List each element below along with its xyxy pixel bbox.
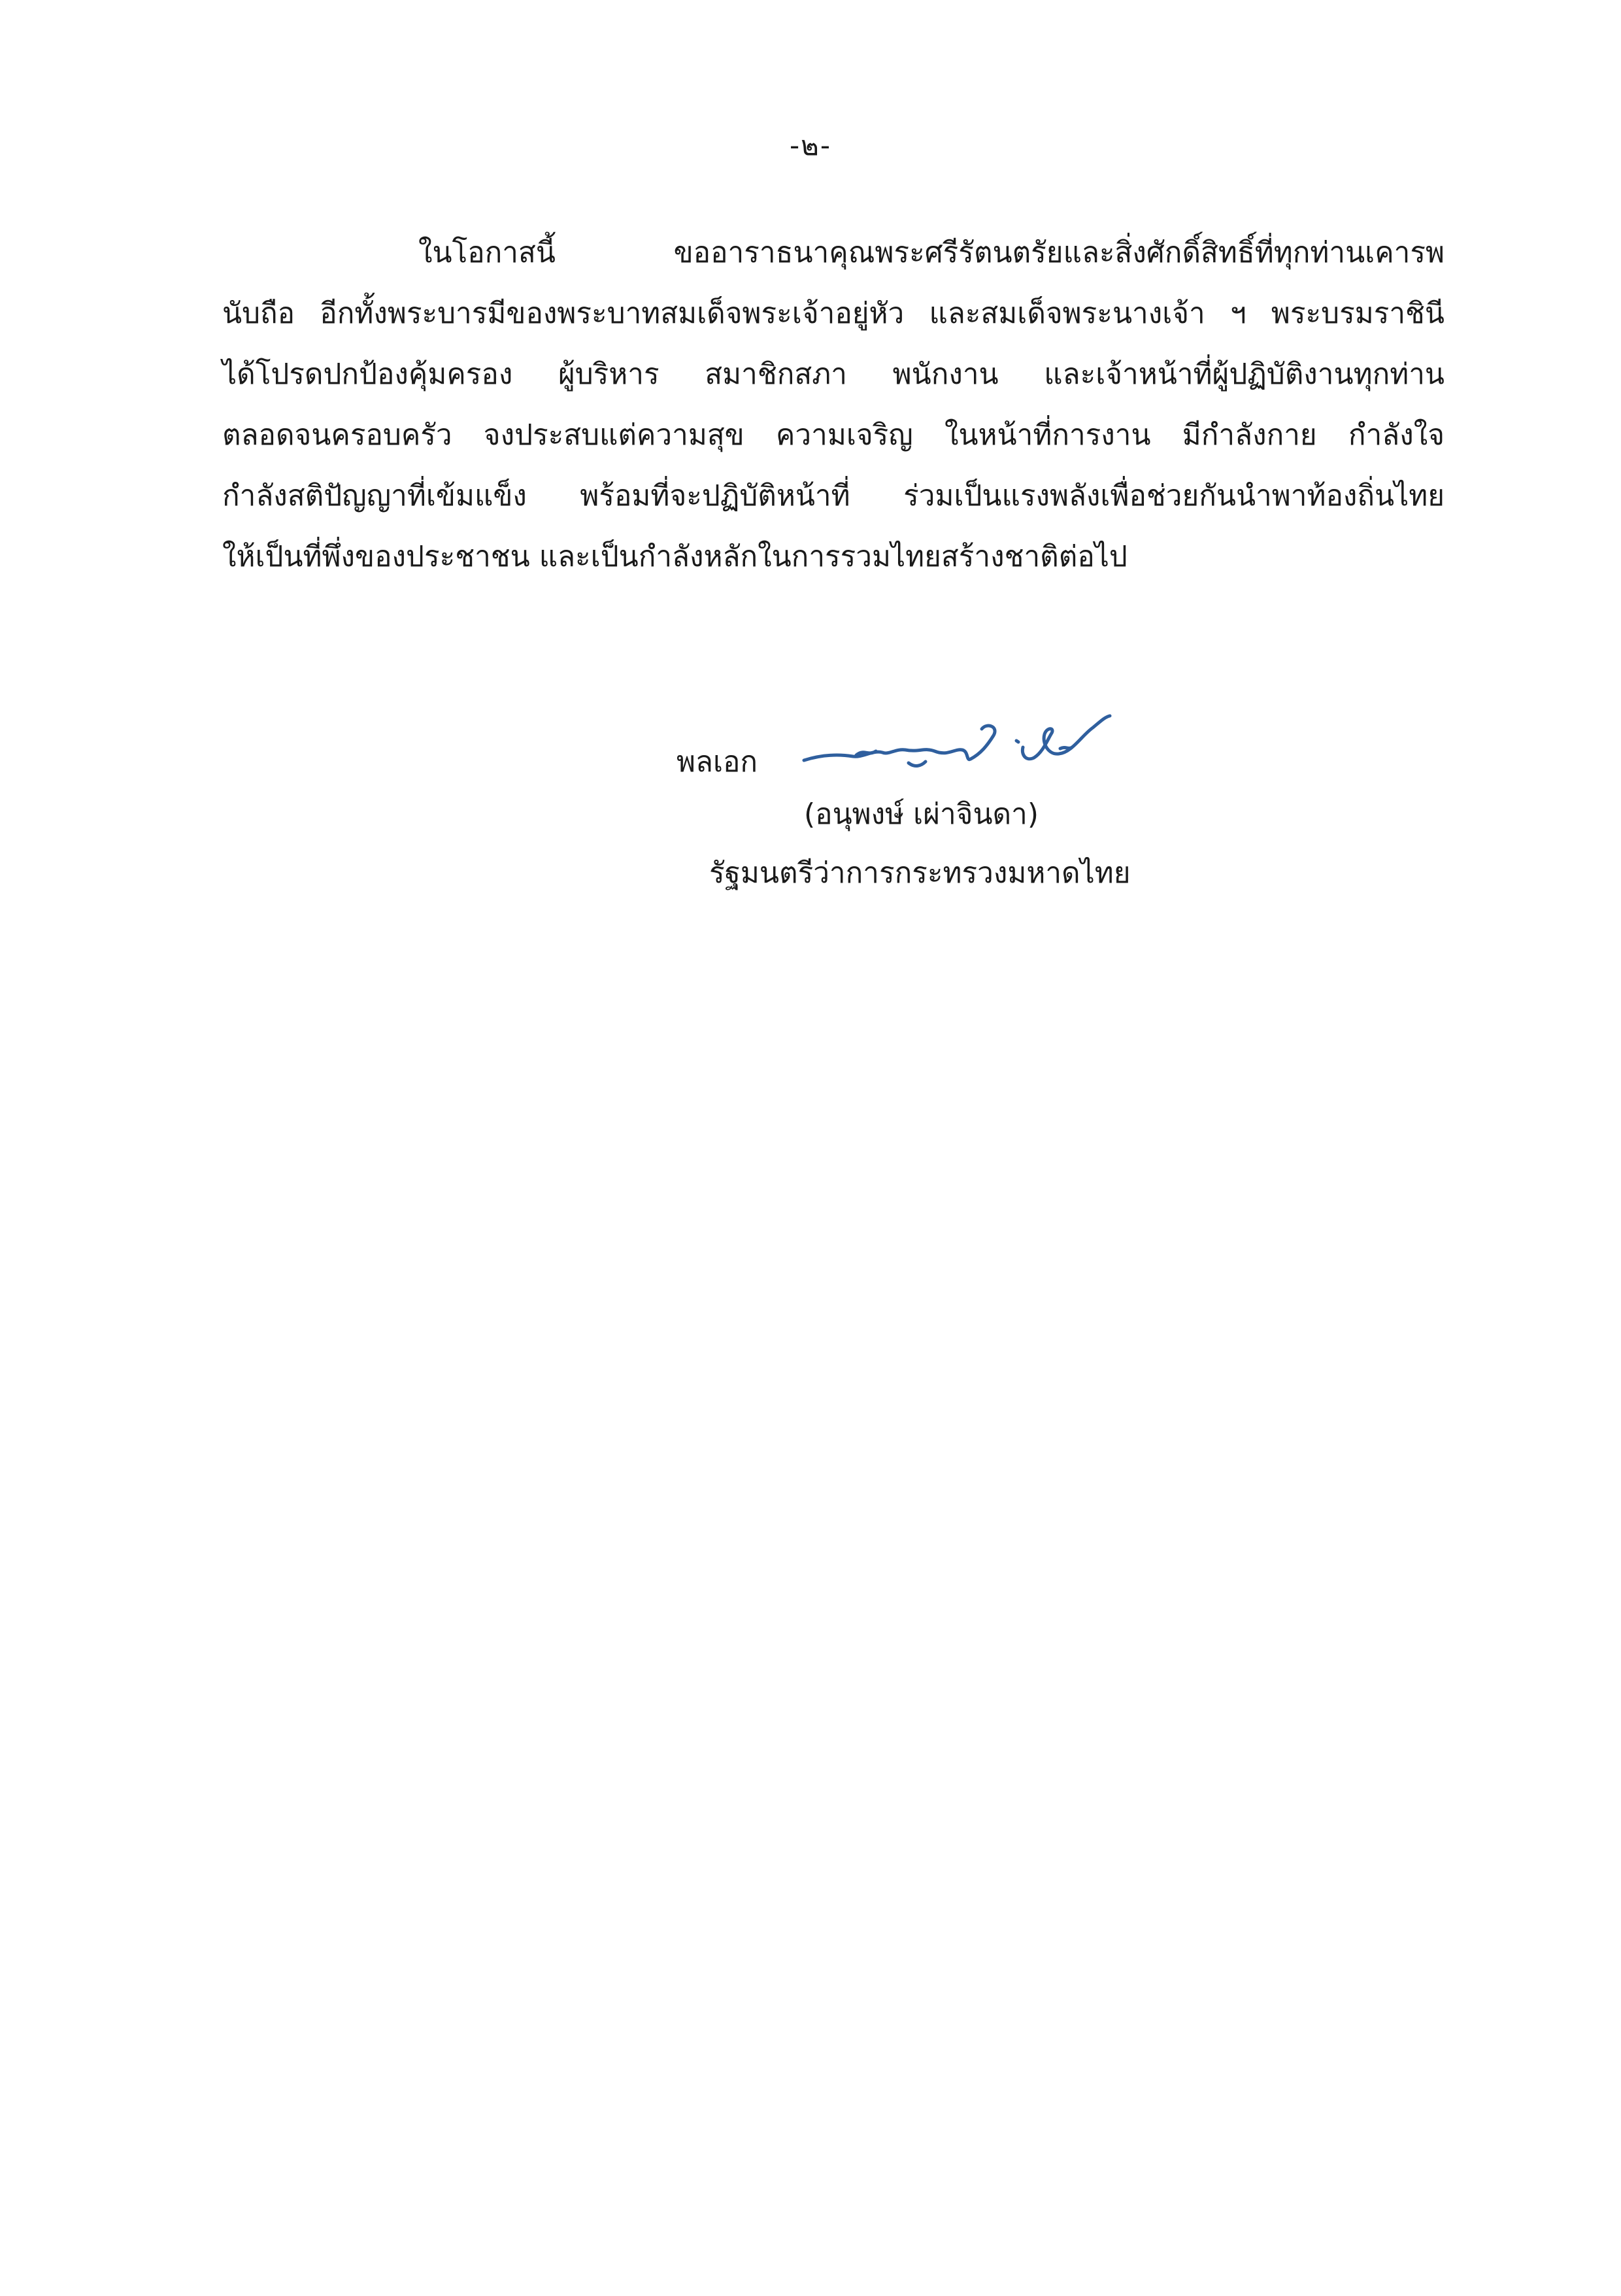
- signatory-position: รัฐมนตรีว่าการกระทรวงมหาดไทย: [709, 856, 1131, 890]
- body-line: นับถือ อีกทั้งพระบารมีของพระบาทสมเด็จพระเจ้าอยู่หัว และสมเด็จพระนางเจ้า ฯ พระบรมราชินี: [222, 297, 1445, 330]
- handwritten-signature: [791, 709, 1144, 781]
- body-line: กำลังสติปัญญาที่เข้มแข็ง พร้อมที่จะปฏิบัติหน้าที่ ร่วมเป็นแรงพลังเพื่อช่วยกันนำพาท้องถิ่นไทย: [222, 479, 1445, 513]
- body-line: ในโอกาสนี้ ขออาราธนาคุณพระศรีรัตนตรัยและสิ่งศักดิ์สิทธิ์ที่ทุกท่านเคารพ: [418, 236, 1445, 269]
- body-paragraph: [222, 222, 1445, 587]
- body-line: ได้โปรดปกป้องคุ้มครอง ผู้บริหาร สมาชิกสภา พนักงาน และเจ้าหน้าที่ผู้ปฏิบัติงานทุกท่าน: [222, 358, 1445, 391]
- body-line: ตลอดจนครอบครัว จงประสบแต่ความสุข ความเจริญ ในหน้าที่การงาน มีกำลังกาย กำลังใจ: [222, 418, 1445, 452]
- body-line: ให้เป็นที่พึ่งของประชาชน และเป็นกำลังหลักในการรวมไทยสร้างชาติต่อไป: [222, 540, 1128, 573]
- signature-block: [677, 709, 1199, 905]
- page-number: -๒-: [790, 129, 831, 161]
- signatory-name: (อนุพงษ์ เผ่าจินดา): [804, 798, 1039, 831]
- signatory-rank: พลเอก: [677, 745, 758, 779]
